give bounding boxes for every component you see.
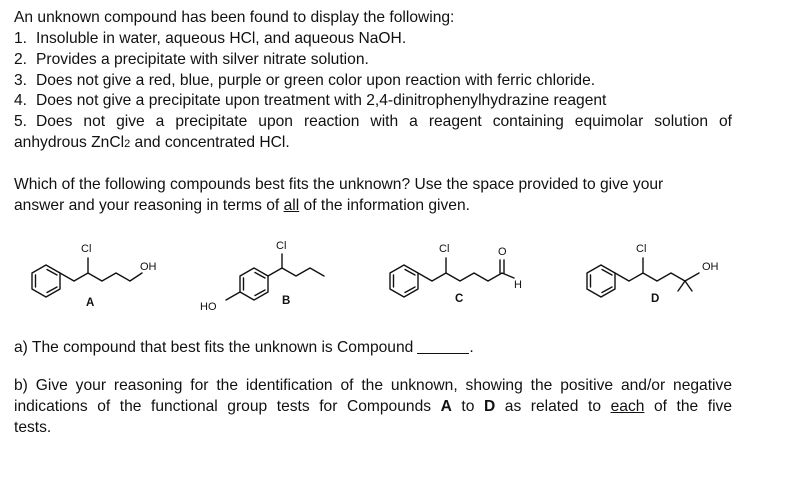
question-line-1: Which of the following compounds best fits the unknown? Use the space provided to give your xyxy=(14,176,664,193)
observation-text: Does not give a precipitate upon reaction with a reagent containing equimolar solution of xyxy=(36,113,732,130)
part-a: a) The compound that best fits the unknown is Compound . xyxy=(14,339,474,356)
atom-label: Cl xyxy=(636,243,647,255)
bold-compound-d: D xyxy=(483,398,496,415)
answer-blank[interactable] xyxy=(417,339,469,354)
question-line-2: answer and your reasoning in terms of all of the information given. xyxy=(14,197,470,214)
atom-label: H xyxy=(514,279,522,291)
observation-5 xyxy=(14,112,732,132)
structure-b xyxy=(200,240,324,313)
structures-figure xyxy=(0,228,793,328)
atom-label: Cl xyxy=(81,243,92,255)
atom-label: HO xyxy=(200,301,217,313)
compound-label-b: B xyxy=(282,295,291,307)
observation-number: 2. xyxy=(14,51,28,68)
atom-label: OH xyxy=(140,261,157,273)
part-b-line-3: tests. xyxy=(14,419,52,436)
observation-3 xyxy=(14,71,595,91)
observation-1 xyxy=(14,29,406,49)
intro-text: An unknown compound has been found to display the following: xyxy=(14,9,455,26)
structure-c xyxy=(390,243,522,305)
compound-label-d: D xyxy=(651,293,660,305)
observation-number: 5. xyxy=(14,113,28,130)
observation-text: Insoluble in water, aqueous HCl, and aqueous NaOH. xyxy=(36,30,407,47)
compound-label-c: C xyxy=(455,293,464,305)
observation-number: 1. xyxy=(14,30,28,47)
emphasis-each: each xyxy=(610,398,645,415)
part-b-line-2: indications of the functional group tests for Compounds A to D as related to each of the five xyxy=(14,398,733,415)
compound-label-a: A xyxy=(86,297,95,309)
atom-label: Cl xyxy=(276,240,287,252)
atom-label: OH xyxy=(702,261,719,273)
part-b-line-1: b) Give your reasoning for the identification of the unknown, showing the positive and/or negative xyxy=(14,377,732,394)
observation-text: Provides a precipitate with silver nitrate solution. xyxy=(36,51,369,68)
structure-a xyxy=(32,243,157,309)
emphasis-all: all xyxy=(283,197,300,214)
subscript: 2 xyxy=(124,138,131,150)
observation-2 xyxy=(14,50,369,70)
structure-d xyxy=(587,243,719,305)
observation-number: 3. xyxy=(14,72,28,89)
atom-label: O xyxy=(498,246,507,258)
observation-number: 4. xyxy=(14,92,28,109)
bold-compound-a: A xyxy=(440,398,452,415)
observation-4 xyxy=(14,91,606,111)
atom-label: Cl xyxy=(439,243,450,255)
observation-5-continued: anhydrous ZnCl2 and concentrated HCl. xyxy=(14,134,290,151)
observation-text: Does not give a precipitate upon treatment with 2,4-dinitrophenylhydrazine reagent xyxy=(36,92,607,109)
observation-text: Does not give a red, blue, purple or green color upon reaction with ferric chloride. xyxy=(36,72,596,89)
